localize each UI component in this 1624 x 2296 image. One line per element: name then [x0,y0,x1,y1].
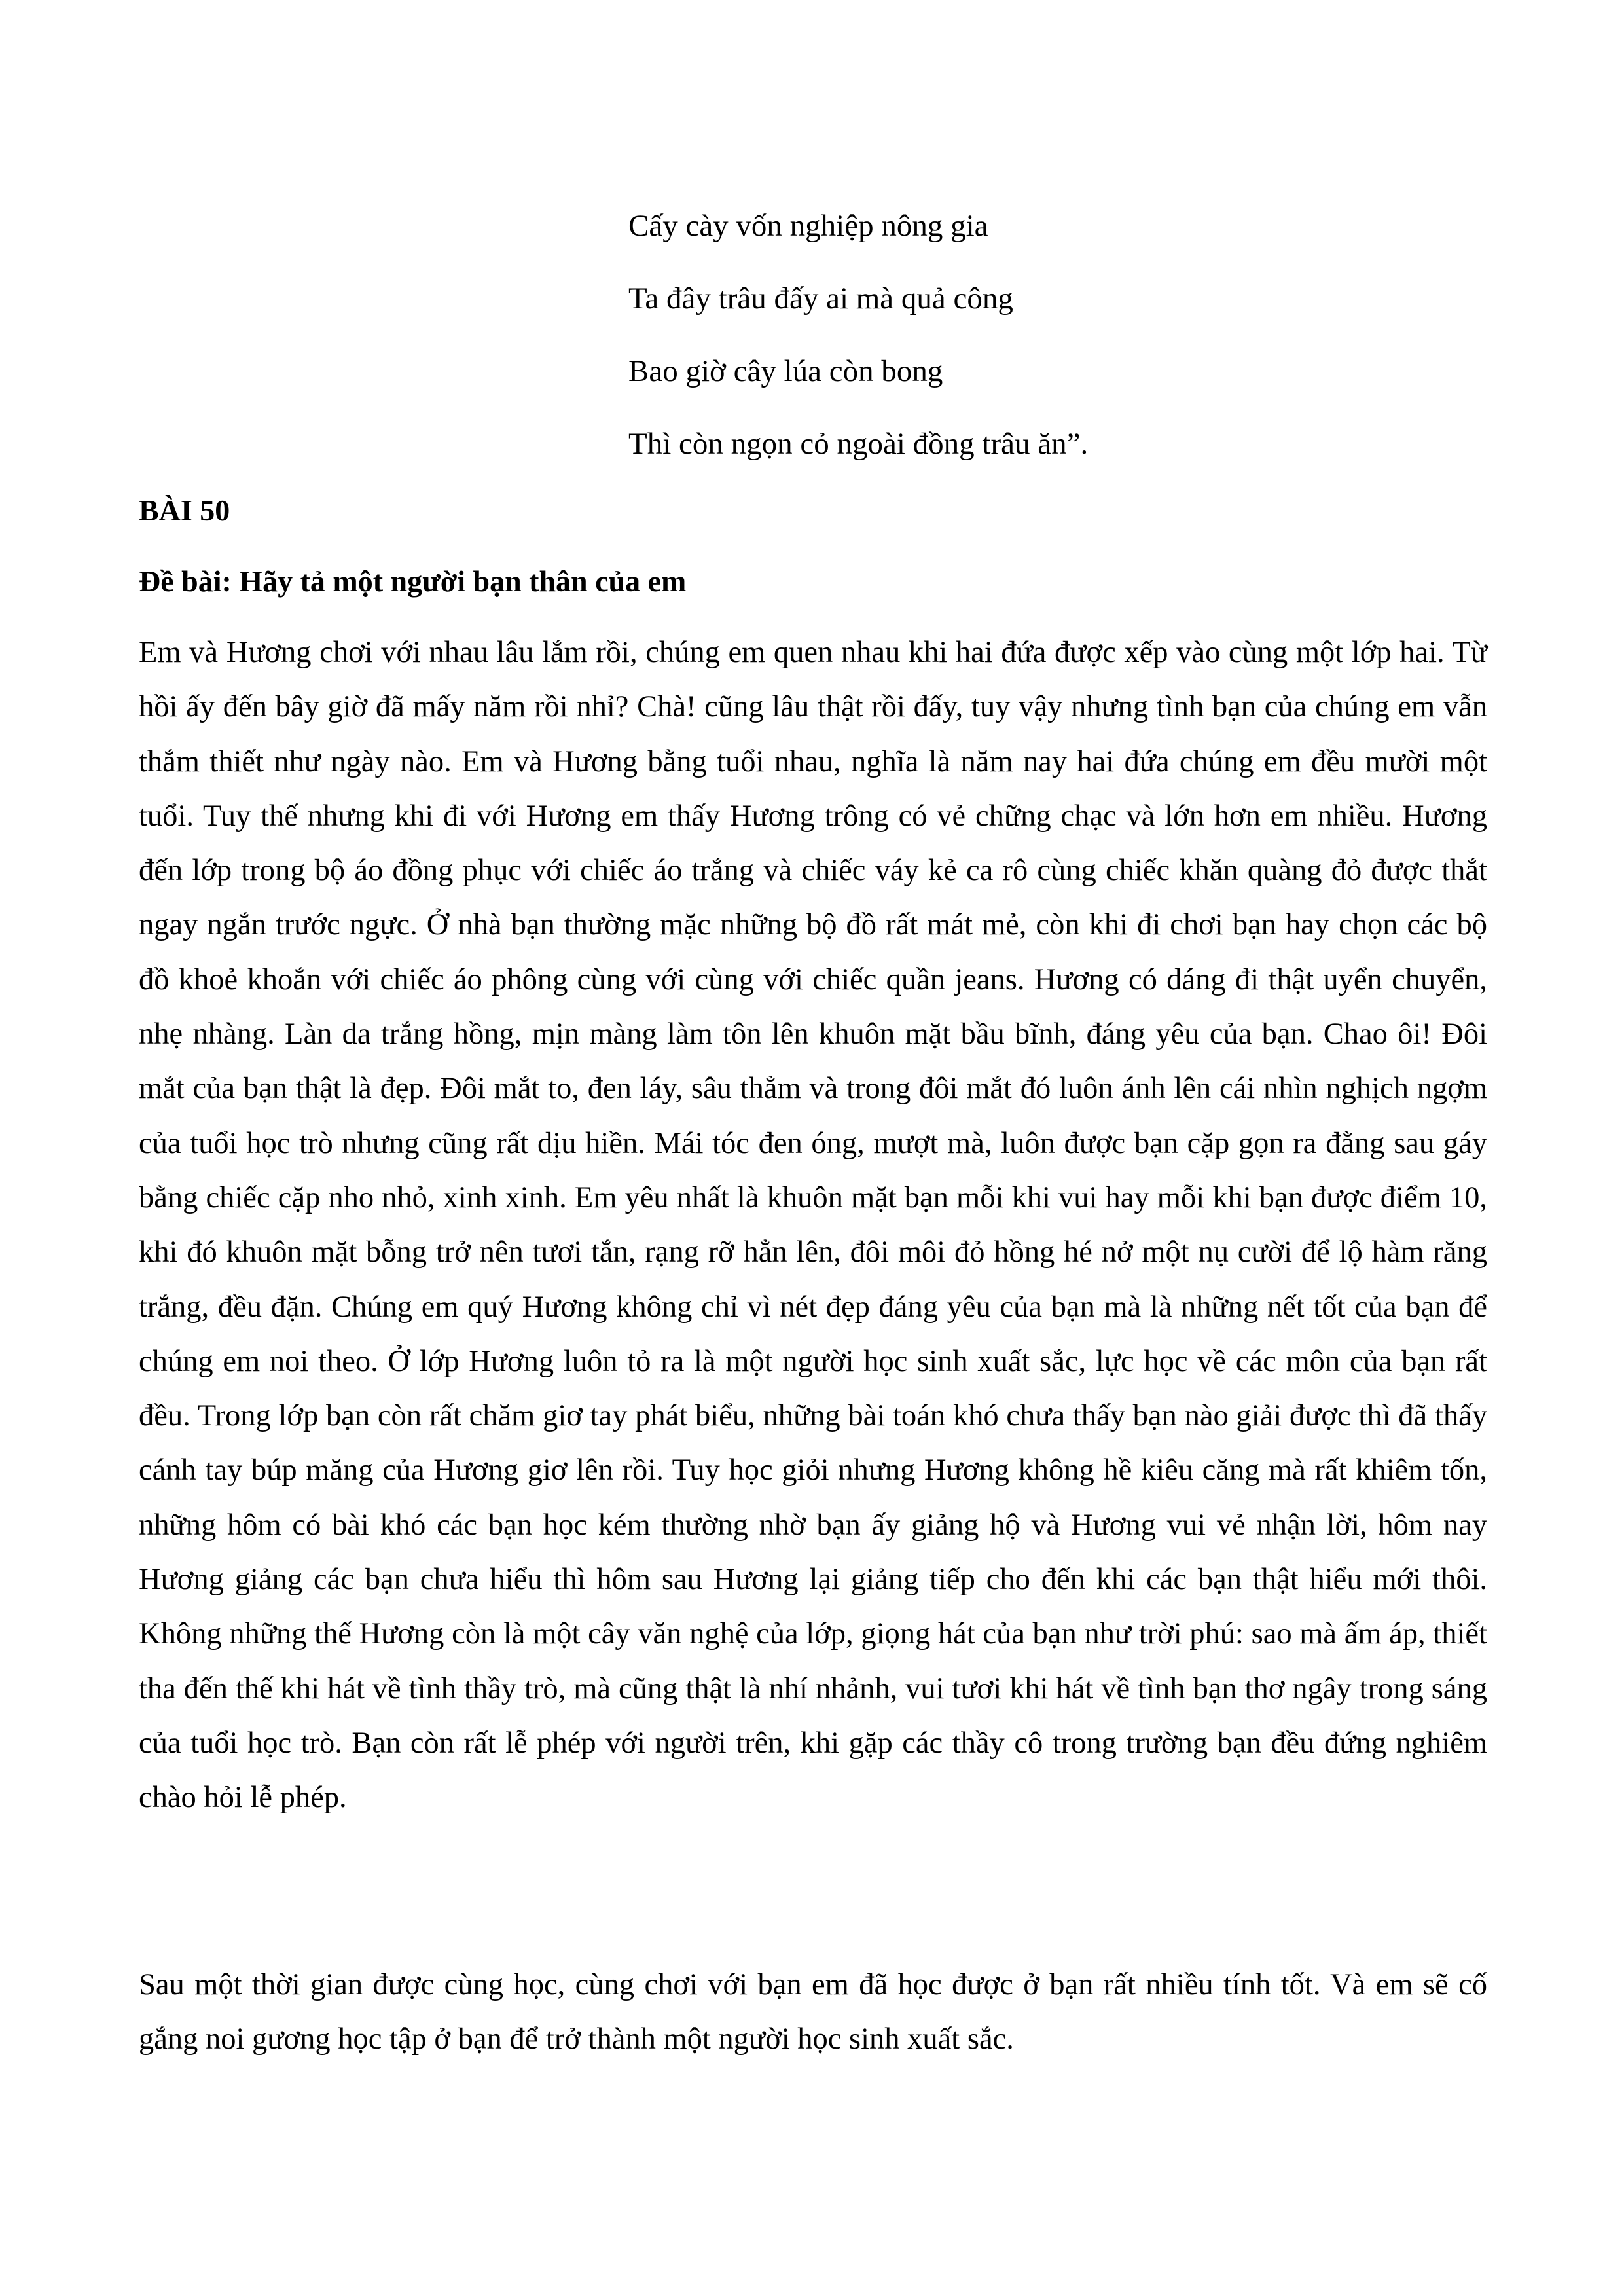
lesson-topic: Đề bài: Hãy tả một người bạn thân của em [139,564,687,598]
poem-line: Bao giờ cây lúa còn bong [628,354,943,388]
poem-block [628,190,1348,481]
lesson-title: BÀI 50 [139,494,230,527]
body-paragraph: Em và Hương chơi với nhau lâu lắm rồi, chúng em quen nhau khi hai đứa được xếp vào cùng một lớp hai. Từ hồi ấy đến bây giờ đã mấy năm rồi nhỉ? Chà! cũng lâu thật rồi đấy, tuy vậy nhưng tình bạn của chúng em vẫn thắm thiết như ngày nào. Em và Hương bằng tuổi nhau, nghĩa là năm nay hai đứa chúng em đều mười một tuổi. Tuy thế nhưng khi đi với Hương em thấy Hương trông có vẻ chững chạc và lớn hơn em nhiều. Hương đến lớp trong bộ áo đồng phục với chiếc áo trắng và chiếc váy kẻ ca rô cùng chiếc khăn quàng đỏ được thắt ngay ngắn trước ngực. Ở nhà bạn thường mặc những bộ đồ rất mát mẻ, còn khi đi chơi bạn hay chọn các bộ đồ khoẻ khoắn với chiếc áo phông cùng với cùng với chiếc quần jeans. Hương có dáng đi thật uyển chuyển, nhẹ nhàng. Làn da trắng hồng, mịn màng làm tôn lên khuôn mặt bầu bĩnh, đáng yêu của bạn. Chao ôi! Đôi mắt của bạn thật là đẹp. Đôi mắt to, đen láy, sâu thẳm và trong đôi mắt đó luôn ánh lên cái nhìn nghịch ngợm của tuổi học trò nhưng cũng rất dịu hiền. Mái tóc đen óng, mượt mà, luôn được bạn cặp gọn ra đằng sau gáy bằng chiếc cặp nho nhỏ, xinh xinh. Em yêu nhất là khuôn mặt bạn mỗi khi vui hay mỗi khi bạn được điểm 10, khi đó khuôn mặt bỗng trở nên tươi tắn, rạng rỡ hẳn lên, đôi môi đỏ hồng hé nở một nụ cười để lộ hàm răng trắng, đều đặn. Chúng em quý Hương không chỉ vì nét đẹp đáng yêu của bạn mà là những nết tốt của bạn để chúng em noi theo. Ở lớp Hương luôn tỏ ra là một người học sinh xuất sắc, lực học về các môn của bạn rất đều. Trong lớp bạn còn rất chăm giơ tay phát biểu, những bài toán khó chưa thấy bạn nào giải được thì đã thấy cánh tay búp măng của Hương giơ lên rồi. Tuy học giỏi nhưng Hương không hề kiêu căng mà rất khiêm tốn, những hôm có bài khó các bạn học kém thường nhờ bạn ấy giảng hộ và Hương vui vẻ nhận lời, hôm nay Hương giảng các bạn chưa hiểu thì hôm sau Hương lại giảng tiếp cho đến khi các bạn thật hiểu mới thôi. Không những thế Hương còn là một cây văn nghệ của lớp, giọng hát của bạn như trời phú: sao mà ấm áp, thiết tha đến thế khi hát về tình thầy trò, mà cũng thật là nhí nhảnh, vui tươi khi hát về tình bạn thơ ngây trong sáng của tuổi học trò. Bạn còn rất lễ phép với người trên, khi gặp các thầy cô trong trường bạn đều đứng nghiêm chào hỏi lễ phép. [139,636,1487,1815]
poem-line: Thì còn ngọn cỏ ngoài đồng trâu ăn”. [628,427,1089,461]
poem-line: Cấy cày vốn nghiệp nông gia [628,209,988,243]
poem-line: Ta đây trâu đấy ai mà quả công [628,282,1013,316]
body-paragraph: Sau một thời gian được cùng học, cùng chơi với bạn em đã học được ở bạn rất nhiều tính tốt. Và em sẽ cố gắng noi gương học tập ở bạn để trở thành một người học sinh xuất sắc. [139,1968,1487,2056]
